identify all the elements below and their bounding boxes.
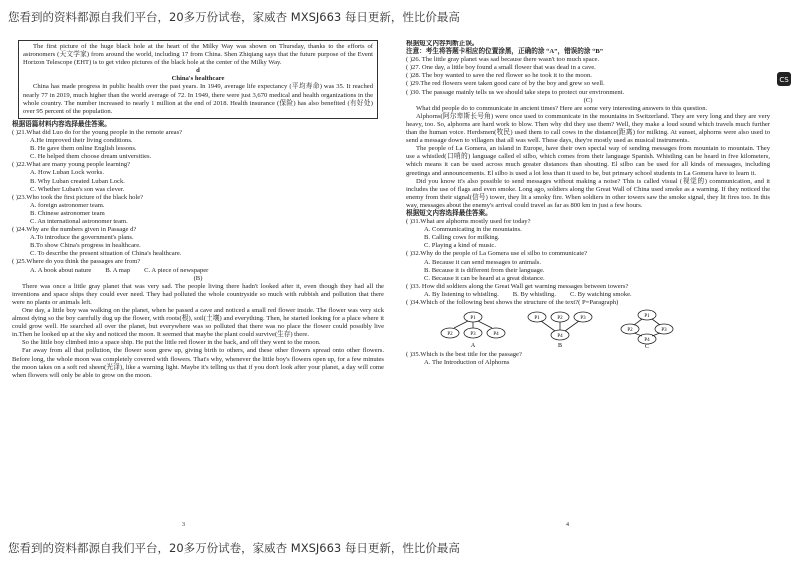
tf-item: ( )26. The little gray planet was sad because there wasn't too much space. [406, 56, 600, 64]
node-label: P4 [644, 338, 650, 344]
question-stem: ( )31.What are alphorns mostly used for today? [406, 218, 531, 226]
diagram-b [525, 309, 595, 349]
box-text: The first picture of the huge black hole at the heart of the Milky Way was shown on Thursday, thanks to the efforts of astronomers (天文学家) from around the world, including 17 from China. Shen Zhiqiang says that the future purpose of the Event Horizon Telescope (EHT) is to get video pictures of the black hole at the center of the Milky Way. [23, 43, 373, 67]
option-c: C. He helped them choose dream universities. [30, 153, 152, 161]
option-b: B. By whistling. [512, 290, 556, 298]
option-a: A. Communicating in the mountains. [424, 226, 522, 234]
option-a: A. A book about nature [30, 266, 92, 274]
scanner-logo [776, 2, 792, 122]
tf-item: ( )30. The passage mainly tells us we should take steps to protect our environment. [406, 88, 625, 96]
option-b: B. Calling cows for milking. [424, 234, 500, 242]
node-label: P4 [557, 334, 563, 340]
question-32 [406, 250, 770, 282]
svg-text:CS: CS [779, 76, 789, 84]
story-paragraph: One day, a little boy was walking on the planet, when he passed a cave and noticed a small red flower inside. The flower was very sick almost dying so the boy carefully dug up the flower, with roots(根), soil(土壤) and everything. Then, he started looking for a place where it could grow well. He searched all over the planet, but everywhere was so polluted that there was no place the flower could possibly live in.Then he looked up at the sky and noticed the moon. It seemed that maybe the plant could survive(生存) there. [12, 307, 384, 339]
option-b: B. Chinese astronomer team [30, 209, 105, 217]
question-stem: ( )32.Why do the people of La Gomera use el silbo to communicate? [406, 250, 588, 258]
option-a: A. The Introduction of Alphorns [424, 359, 510, 367]
tf-item: ( )27. One day, a little boy found a small flower that was dead in a cave. [406, 64, 596, 72]
page-number: 3 [182, 522, 185, 528]
answer-note: 注意：考生将答题卡相应的位置涂黑，正确的涂 “A”，错误的涂 “B” [406, 48, 604, 56]
black-hole-box [18, 40, 378, 119]
option-c: C. Playing a kind of music. [424, 242, 496, 250]
question-33 [406, 283, 770, 299]
question-stem: ( )21.What did Luo do for the young people in the remote areas? [12, 128, 183, 136]
question-stem: ( )33. How did soldiers along the Great Wall get warning messages between towers? [406, 282, 629, 290]
question-stem: ( )24.Why are the numbers given in Passage d? [12, 226, 137, 234]
option-b: B. Why Luban created Luban Lock. [30, 177, 125, 185]
option-b: B. A map [105, 266, 131, 274]
option-b: B. He gave them online English lessons. [30, 145, 137, 153]
question-stem: ( )25.Where do you think the passages are from? [12, 258, 141, 266]
question-24 [12, 226, 384, 258]
section-c-label: (C) [583, 96, 593, 104]
passage-letter: d [196, 67, 200, 75]
node-label: P2 [557, 316, 563, 322]
question-stem: ( )22.What are many young people learning? [12, 161, 131, 169]
option-c: C. Because it can be heard at a great distance. [424, 274, 545, 282]
node-label: P1 [534, 316, 540, 322]
option-a: A.He improved their living conditions. [30, 137, 133, 145]
instruction: 根据短文内容判断正误。 [406, 40, 479, 47]
question-22 [12, 161, 384, 193]
question-stem: ( )23.Who took the first picture of the black hole? [12, 193, 144, 201]
left-page [12, 40, 384, 528]
question-stem: ( )34.Which of the following best shows the structure of the text?( P=Paragraph) [406, 299, 619, 306]
passage-paragraph: Did you know it's also possible to send messages without making a noise? This is called visual (视觉的) communication, and it includes the use of flags and even smoke. Long ago, soldiers along the Great Wall of China used smoke as a warning. If they noticed the enemy from their signal(信号) tower, they lit a smoky fire. When soldiers in other towers saw the smoke signal, they lit fires too. In this way, messages about the enemy's arrival could travel as far as 800 km in just a few hours. [406, 177, 770, 209]
instruction: 根据语篇材料内容选择最佳答案。 [12, 120, 111, 128]
node-label: P2 [447, 332, 453, 338]
page-number: 4 [566, 522, 569, 528]
diagram-c [612, 309, 682, 349]
option-b: B. Because it is different from their language. [424, 266, 545, 274]
diagram-label: C [644, 344, 649, 350]
question-35 [406, 351, 770, 367]
passage-paragraph: What did people do to communicate in ancient times? Here are some very interesting answers to this question. [416, 104, 708, 112]
question-34 [406, 299, 770, 349]
section-b-label: (B) [193, 274, 203, 282]
tf-item: ( )28. The boy wanted to save the red flower so he took it to the moon. [406, 72, 592, 80]
node-label: P1 [644, 314, 650, 320]
question-stem: ( )35.Which is the best title for the passage? [406, 351, 522, 359]
instruction: 根据短文内容选择最佳答案。 [406, 209, 492, 217]
structure-diagrams [430, 309, 690, 349]
top-banner: 您看到的资料都源自我们平台，20多万份试卷，家威杏 MXSJ663 每日更新，性比价最高 [8, 10, 460, 24]
option-c: C. Whether Luban's son was clever. [30, 185, 125, 193]
node-label: P3 [580, 316, 586, 322]
node-label: P3 [470, 332, 476, 338]
option-c: C. By watching smoke. [569, 290, 632, 298]
diagram-label: A [471, 343, 476, 350]
diagram-a [438, 309, 508, 349]
diagram-label: B [557, 343, 562, 350]
passage-paragraph: The people of La Gomera, an island in Europe, have their own special way of sending messages from mountain to mountain. They use a whistled(口哨的) language called el silbo, which comes from their language Spanish. Whistling can be heard in five kilometers, which means it can be used across much greater distances than shouting. El silbo can be used for all kinds of messages, including greetings and announcements. El silbo is used a lot less than it used to be, but primary school students in La Gomera have to learn it. [406, 145, 770, 177]
node-label: P2 [627, 328, 633, 334]
node-label: P3 [661, 328, 667, 334]
passage-title: China's healthcare [171, 75, 225, 83]
story-paragraph: There was once a little gray planet that was very sad. The people living there hadn't looked after it, even though they had all the inventions and space ships they could ever need. They had polluted the whole countryside so much with rubbish and pollution that there were no plants or animals left. [12, 282, 384, 306]
tf-item: ( )29.The red flowers were taken good care of by the boy and grew so well. [406, 80, 605, 88]
node-label: P1 [470, 316, 476, 322]
bottom-banner: 您看到的资料都源自我们平台，20多万份试卷，家威杏 MXSJ663 每日更新，性比价最高 [8, 541, 460, 555]
option-a: A. By listening to whistling. [424, 290, 499, 298]
story-paragraph: So the little boy climbed into a space ship. He put the little red flower in the back, and off they went to the moon. [22, 339, 321, 347]
question-23 [12, 194, 384, 226]
option-a: A.To introduce the government's plans. [30, 234, 134, 242]
option-c: C. To describe the present situation of China's healthcare. [30, 250, 182, 258]
passage-paragraph: Alphorns(阿尔卑斯长号角) were once used to communicate in the mountains in Switzerland. They are very long and they are very heavy, too. So, alphorns are hard work to blow. Then why did they use them? Well, they make a loud sound which travels much further than the human voice. Herdsmen(牧民) used them to call cows in the distance(距离) for milking. At sunset, alphorns were also used to send a message down to villagers that all was well. These days, they're mostly used as musical instruments. [406, 112, 770, 145]
option-c: C. An international astronomer team. [30, 217, 128, 225]
node-label: P4 [493, 332, 499, 338]
story-paragraph: Far away from all that pollution, the flower soon grew up, giving birth to others, and these other flowers spread onto other flowers. Before long, the whole moon was completely covered with flowers. That's why, whenever the little boy's flowers open up, for a few minutes the moon takes on a soft red sheen(光泽), like a warning light. Maybe it's telling us that if you don't look after your planet, a day will come when flowers will only be able to grow on the moon. [12, 347, 384, 379]
passage-body: China has made progress in public health over the past years. In 1949, average life expectancy (平均寿命) was 35. It reached nearly 77 in 2019, much higher than the world average of 72. In 1949, there were just 3,670 medical and health organizations in the whole country. The number increased to nearly 1 million at the end of 2018. Health insurance (保险) has also benefited (有好处) over 95 percent of the population. [23, 83, 373, 115]
option-b: B.To show China's progress in healthcare. [30, 242, 141, 250]
option-c: C. A piece of newspaper [144, 266, 209, 274]
option-a: A. foreign astronomer team. [30, 201, 105, 209]
question-31 [406, 218, 770, 250]
option-a: A. How Luban Lock works. [30, 169, 104, 177]
right-page [406, 40, 770, 528]
question-21 [12, 129, 384, 161]
question-25 [12, 258, 384, 274]
option-a: A. Because it can send messages to animals. [424, 258, 542, 266]
